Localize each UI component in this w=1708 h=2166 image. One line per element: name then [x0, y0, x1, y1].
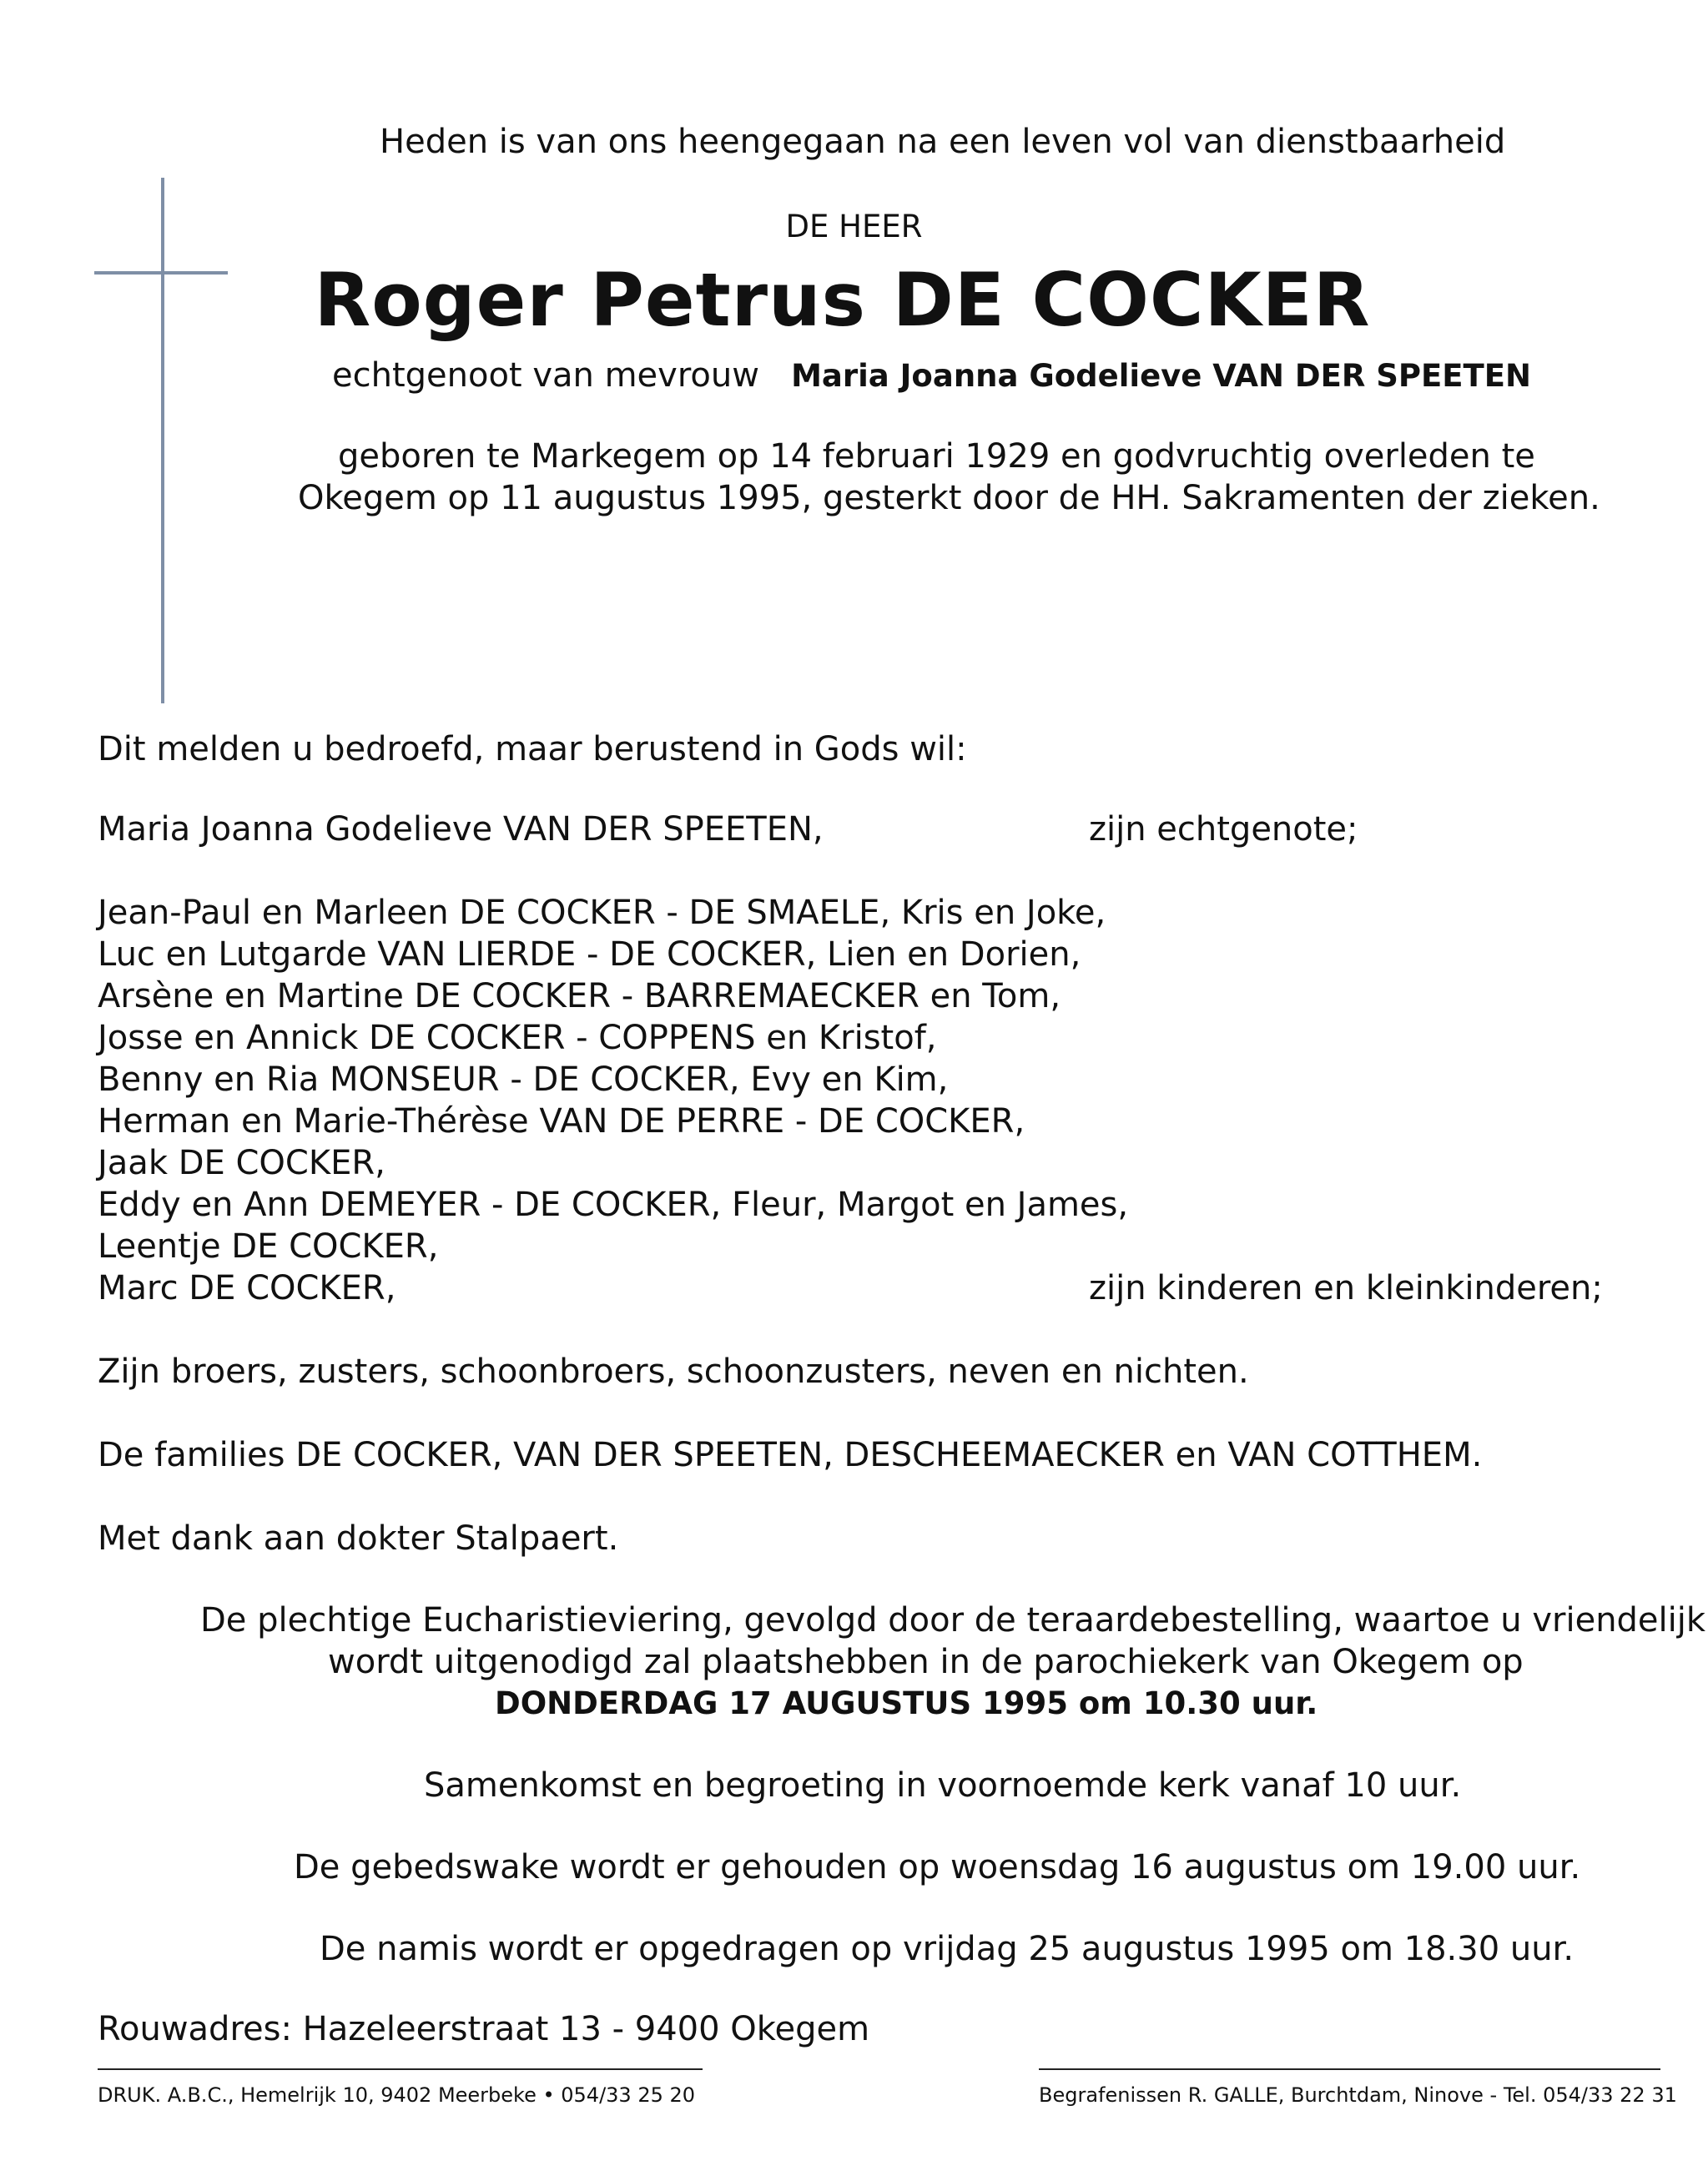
- ceremony-line-2: wordt uitgenodigd zal plaatshebben in de parochiekerk van Okegem op: [328, 1643, 1524, 1681]
- child-entry: Jean-Paul en Marleen DE COCKER - DE SMAELE, Kris en Joke,: [98, 894, 1106, 932]
- mourning-address: Rouwadres: Hazeleerstraat 13 - 9400 Okegem: [98, 2010, 870, 2048]
- title-prefix: DE HEER: [785, 209, 923, 244]
- life-line-2: Okegem op 11 augustus 1995, gesterkt door de HH. Sakramenten der zieken.: [298, 479, 1600, 517]
- life-line-1: geboren te Markegem op 14 februari 1929 en godvruchtig overleden te: [338, 437, 1535, 476]
- memorial: De namis wordt er opgedragen op vrijdag 25 augustus 1995 om 18.30 uur.: [320, 1930, 1574, 1968]
- funeral-home-credit: Begrafenissen R. GALLE, Burchtdam, Ninove - Tel. 054/33 22 31: [1039, 2083, 1677, 2107]
- deceased-name: Roger Petrus DE COCKER: [314, 257, 1371, 343]
- child-entry: Leentje DE COCKER,: [98, 1227, 439, 1266]
- spouse-entry-name: Maria Joanna Godelieve VAN DER SPEETEN,: [98, 810, 824, 849]
- vigil: De gebedswake wordt er gehouden op woensdag 16 augustus om 19.00 uur.: [294, 1848, 1581, 1886]
- child-entry: Herman en Marie-Thérèse VAN DE PERRE - DE COCKER,: [98, 1102, 1025, 1141]
- footer-rule-left: [98, 2068, 703, 2070]
- children-relation: zijn kinderen en kleinkinderen;: [1089, 1269, 1603, 1307]
- intro-text: Heden is van ons heengegaan na een leven vol van dienstbaarheid: [380, 123, 1506, 161]
- child-entry: Jaak DE COCKER,: [98, 1144, 385, 1182]
- child-entry: Luc en Lutgarde VAN LIERDE - DE COCKER, Lien en Dorien,: [98, 935, 1081, 974]
- thanks: Met dank aan dokter Stalpaert.: [98, 1519, 619, 1558]
- ceremony-line-1: De plechtige Eucharistieviering, gevolgd door de teraardebestelling, waartoe u vriendelijk: [200, 1601, 1706, 1640]
- relatives: Zijn broers, zusters, schoonbroers, schoonzusters, neven en nichten.: [98, 1352, 1249, 1391]
- printer-credit: DRUK. A.B.C., Hemelrijk 10, 9402 Meerbeke • 054/33 25 20: [98, 2083, 696, 2107]
- spouse-line-name: Maria Joanna Godelieve VAN DER SPEETEN: [791, 358, 1532, 394]
- child-entry: Marc DE COCKER,: [98, 1269, 396, 1307]
- gathering: Samenkomst en begroeting in voornoemde kerk vanaf 10 uur.: [424, 1766, 1462, 1805]
- child-entry: Josse en Annick DE COCKER - COPPENS en Kristof,: [98, 1019, 937, 1057]
- child-entry: Benny en Ria MONSEUR - DE COCKER, Evy en Kim,: [98, 1060, 949, 1099]
- families: De families DE COCKER, VAN DER SPEETEN, DESCHEEMAECKER en VAN COTTHEM.: [98, 1436, 1483, 1474]
- announcement: Dit melden u bedroefd, maar berustend in Gods wil:: [98, 730, 967, 768]
- spouse-line-prefix: echtgenoot van mevrouw: [332, 356, 759, 395]
- cross-icon: [161, 178, 164, 703]
- child-entry: Arsène en Martine DE COCKER - BARREMAECKER en Tom,: [98, 977, 1061, 1015]
- ceremony-date: DONDERDAG 17 AUGUSTUS 1995 om 10.30 uur.: [495, 1685, 1318, 1721]
- footer-rule-right: [1039, 2068, 1660, 2070]
- spouse-entry-relation: zijn echtgenote;: [1089, 810, 1358, 849]
- spouse-line: [332, 355, 1531, 396]
- child-entry: Eddy en Ann DEMEYER - DE COCKER, Fleur, Margot en James,: [98, 1186, 1129, 1224]
